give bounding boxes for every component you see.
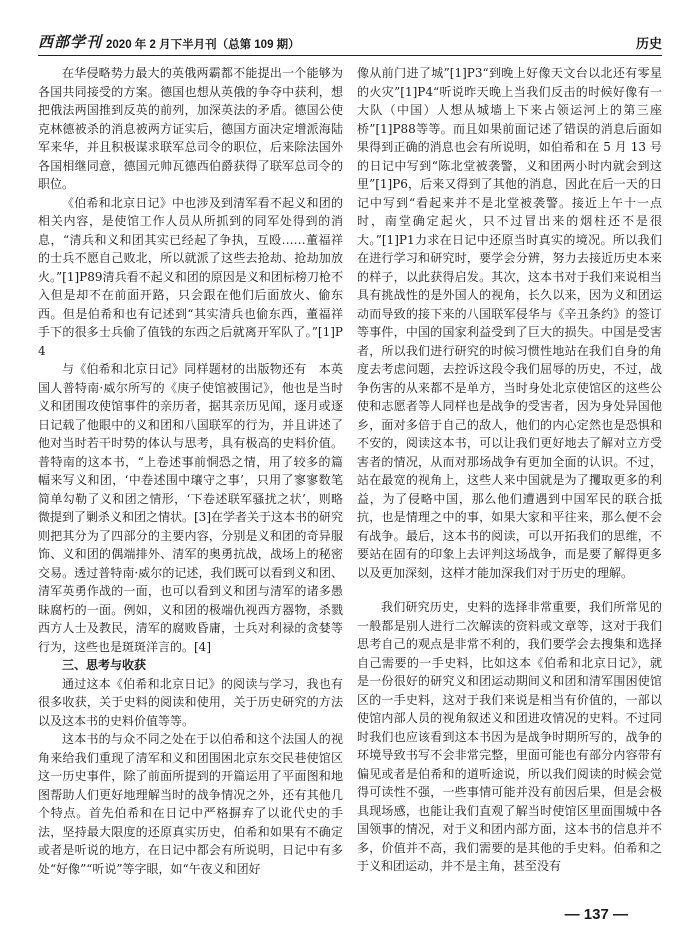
- section-heading: 三、思考与收获: [62, 658, 147, 672]
- body-paragraph: 与《伯希和北京日记》同样题材的出版物还有 本英国人普特南·威尔所写的《庚子使馆被围记》，他也是当时义和团围攻使馆事件的亲历者，据其亲历见闻，逐月或逐日记载了他眼中的义和团和八国联军的行为，并且讲述了他对当时若干时势的体认与思考，具有极高的史料价值。普特南的这本书，“上卷述事前恫恐之情，用了较多的篇幅来写义和团，‘中卷述围中瓖守之事’，只用了寥寥数笔简单勾勒了义和团之情形，‘下卷述联军骚扰之状’，则略微提到了剿杀义和团之情状。[3]在学者关于这本书的研究则把其分为了四部分的主要内容，分别是义和团的奇异服饰、义和团的偶端排外、清军的奥勇抗战，战场上的秘密交易。透过普特南·威尔的记述，我们既可以看到义和团、清军英勇作战的一面，也可以看到义和团与清军的诸多愚昧腐朽的一面。例如，义和团的极端仇视西方器物，杀戮西方人士及教民，清军的腐败昏庸，士兵对利禄的贪婪等行为，这些也是斑斑洋言的。[4]: [38, 362, 343, 654]
- body-paragraph: 《伯希和北京日记》中也涉及到清军看不起义和团的相关内容，是使馆工作人员从所抓到的同军处得到的消息，“清兵和义和团其实已经起了争执，互殴……董福祥的士兵不愿自己败北，所以就派了这些去抢劫、抢劫加放火。”[1]P89清兵看不起义和团的原因是义和团标榜刀枪不入但是却不在前面开路，只会跟在他们后面放火、偷东西。但是伯希和也有记述到“其实清兵也偷东西，董福祥手下的很多士兵偷了值钱的东西之后就离开军队了。”[1]P4: [38, 195, 343, 358]
- page-number: — 137 —: [564, 906, 628, 923]
- article-body: [38, 64, 662, 896]
- right-column: [357, 64, 662, 896]
- body-paragraph: 像从前门进了城”[1]P3“到晚上好像天文台以北还有零星的火灾”[1]P4“听说昨天晚上当我们反击的时候好像有一大队（中国）人想从城墙上下来占领运河上的第三座桥”[1]P88等等。而且如果前面记述了错误的消息后面如果得到正确的消息也会有所说明，如伯希和在 5 月 13 号的日记中写到“陈北堂被袭警，义和团两小时内就会到这里”[1]P6，后来又得到了其他的消息，因此在后一天的日记中写到“看起来并不是北堂被袭警。接近上午十一点时，南堂确定起火，只不过冒出来的烟柱还不是很大。”[1]P1力求在日记中还原当时真实的境况。所以我们在进行学习和研究时，要学会分辨，努力去接近历史本来的样子，以此获得启发。其次，这本书对于我们来说相当具有挑战性的是外国人的视角，长久以来，因为义和团运动而导致的接下来的八国联军侵华与《辛丑条约》的签订等事件，中国的国家利益受到了巨大的损失。中国是受害者，所以我们进行研究的时候习惯性地站在我们自身的角度去考虑问题，去控诉这段令我们屈辱的历史，不过，战争伤害的从来都不是单方，当时身处北京使馆区的这些公使和志愿者等人同样也是战争的受害者，因为身处异国他乡，面对多倍于自己的敌人，他们的内心定然也是恐惧和不安的，阅读这本书，可以让我们更好地去了解对立方受害者的情况，从而对那场战争有更加全面的认识。不过，站在最宽的视角上，这些人来中国就是为了攫取更多的利益，为了侵略中国，那么他们遭遇到中国军民的联合抵抗，也是情理之中的事，如果大家和平往来，那么便不会有战争。最后，这本书的阅读，可以开拓我们的思维，不要站在固有的印象上去评判这场战争，而是要了解得更多以及更加深刻，这样才能加深我们对于历史的理解。: [357, 66, 662, 580]
- body-paragraph: 我们研究历史，史料的选择非常重要，我们所常见的一般都是别人进行二次解读的资料或文章等，这对于我们思考自己的观点是非常不利的，我们要学会去搜集和选择自己需要的一手史料，比如这本《伯希和北京日记》，就是一份很好的研究义和团运动期间义和团和清军围困使馆区的一手史料，这对于我们来说是相当有价值的，一部以使馆内部人员的视角叙述义和团进攻情况的史料。不过同时我们也应该看到这本书因为是战争时期所写的，战争的环境导致书写不会非常完整，里面可能也有部分内容带有偏见或者是伯希和的道听途说，所以我们阅读的时候会觉得可读性不强，一些事情可能并没有前因后果，但是会极具现场感，也能让我们直观了解当时使馆区里面围城中各国领事的情况，对于义和团内部方面，这本书的信息并不多，价值并不高，我们需要的是其他的手史料。伯希和之于义和团运动，并不是主角，甚至没有: [357, 600, 662, 873]
- running-header: [38, 30, 662, 56]
- body-paragraph: 在华侵略势力最大的英俄两霸都不能提出一个能够为各国共同接受的方案。德国也想从英俄的争夺中获利，想把俄法两国推到反英的前列，加深英法的矛盾。德国公使克林德被杀的消息被两方证实后，德国方面决定增派海陆军来华，并且积极谋求联军总司令的职位，后来除法国外各国相继同意，德国元帅瓦德西伯爵获得了联军总司令的职位。: [38, 66, 343, 191]
- body-paragraph: 通过这本《伯希和北京日记》的阅读与学习，我也有很多收获，关于史料的阅读和使用，关于历史研究的方法以及这本书的史料价值等等。: [38, 676, 343, 728]
- journal-info: [38, 31, 300, 52]
- issue-info: 2020 年 2 月下半月刊（总第 109 期）: [106, 39, 300, 51]
- section-title: 历史: [635, 36, 662, 51]
- body-paragraph: 这本书的与众不同之处在于以伯希和这个法国人的视角来给我们重现了清军和义和团围困北京东交民巷使馆区这一历史事件，除了前面所提到的开篇运用了平面图和地图帮助人们更好地理解当时的战争情况之外，还有其他几个特点。首先伯希和在日记中严格摒弃了以讹代史的手法，坚持最大限度的还原真实历史，伯希和如果有不确定或者是听说的地方，在日记中都会有所说明，日记中有多处“好像”“听说”等字眼，如“午夜义和团好: [38, 732, 343, 876]
- journal-logo: 西部学刊: [38, 33, 103, 51]
- left-column: [38, 64, 343, 896]
